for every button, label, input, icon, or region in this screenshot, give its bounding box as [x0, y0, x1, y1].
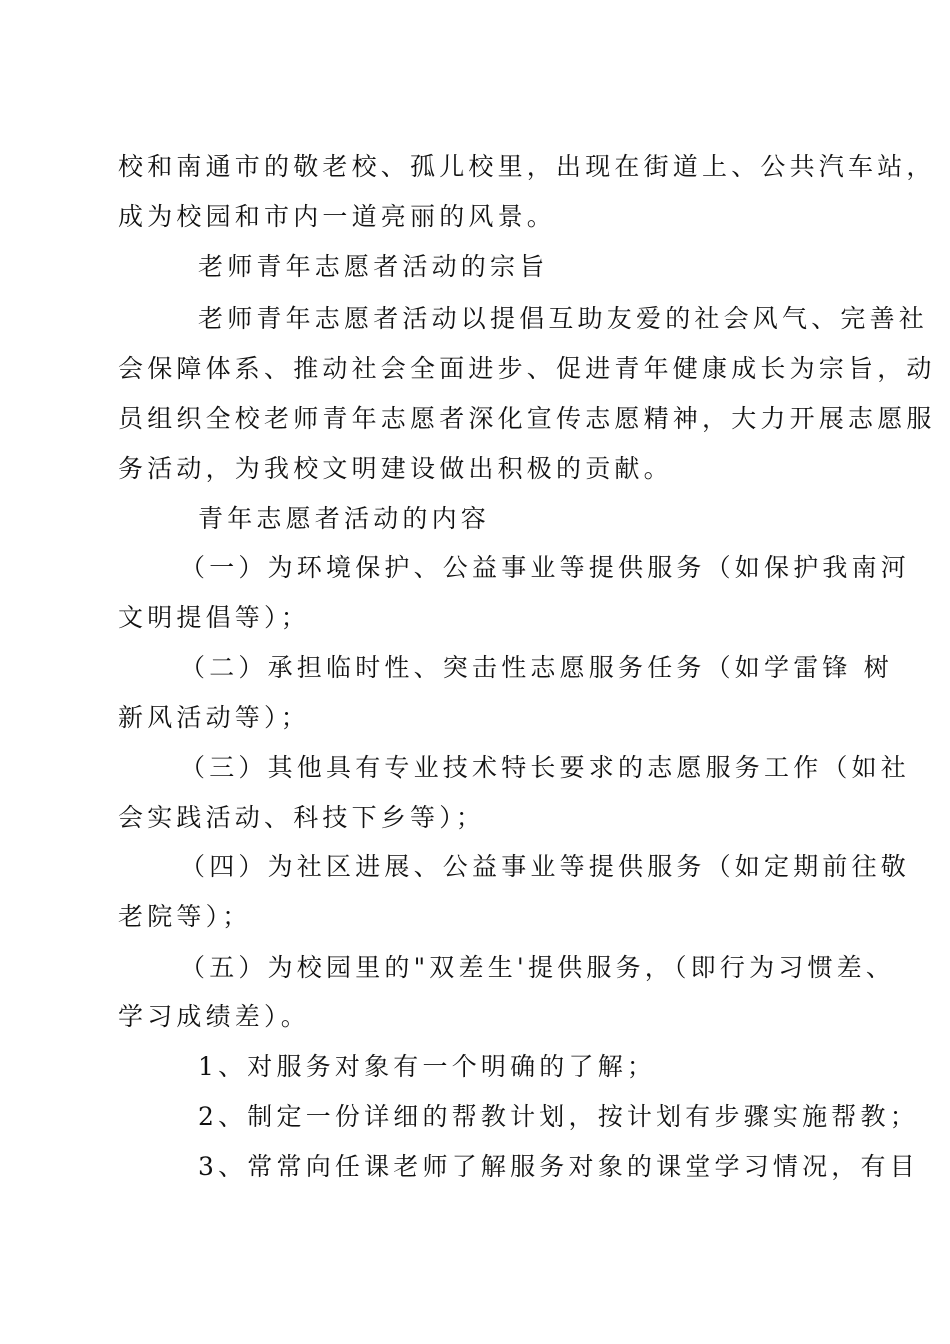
list-item-text: （二）承担临时性、突击性志愿服务任务（如学雷锋 树 [180, 653, 893, 682]
numbered-item: 3、常常向任课老师了解服务对象的课堂学习情况，有目 [198, 1152, 919, 1181]
section-heading: 青年志愿者活动的内容 [198, 504, 491, 533]
list-item-text: （一）为环境保护、公益事业等提供服务（如保护我南河 [180, 553, 911, 582]
body-text-line: 校和南通市的敬老校、孤儿校里，出现在街道上、公共汽车站， [118, 152, 936, 181]
body-text-line: 成为校园和市内一道亮丽的风景。 [118, 202, 557, 231]
body-text-line: 务活动，为我校文明建设做出积极的贡献。 [118, 454, 673, 483]
list-item-text: （五）为校园里的"双差生'提供服务，（即行为习惯差、 [180, 953, 896, 982]
numbered-item: 2、制定一份详细的帮教计划，按计划有步骤实施帮教； [198, 1102, 919, 1131]
list-item-text: 会实践活动、科技下乡等）； [118, 803, 486, 832]
section-heading: 老师青年志愿者活动的宗旨 [198, 252, 549, 281]
body-text-line: 老师青年志愿者活动以提倡互助友爱的社会风气、完善社 [198, 304, 929, 333]
body-text-line: 员组织全校老师青年志愿者深化宣传志愿精神，大力开展志愿服 [118, 404, 936, 433]
numbered-item: 1、对服务对象有一个明确的了解； [198, 1052, 657, 1081]
list-item-text: 学习成绩差）。 [118, 1002, 310, 1031]
list-item-text: 文明提倡等）； [118, 603, 310, 632]
list-item-text: 老院等）； [118, 902, 252, 931]
list-item-text: 新风活动等）； [118, 703, 310, 732]
list-item-text: （三）其他具有专业技术特长要求的志愿服务工作（如社 [180, 753, 911, 782]
list-item-text: （四）为社区进展、公益事业等提供服务（如定期前往敬 [180, 852, 911, 881]
body-text-line: 会保障体系、推动社会全面进步、促进青年健康成长为宗旨，动 [118, 354, 936, 383]
